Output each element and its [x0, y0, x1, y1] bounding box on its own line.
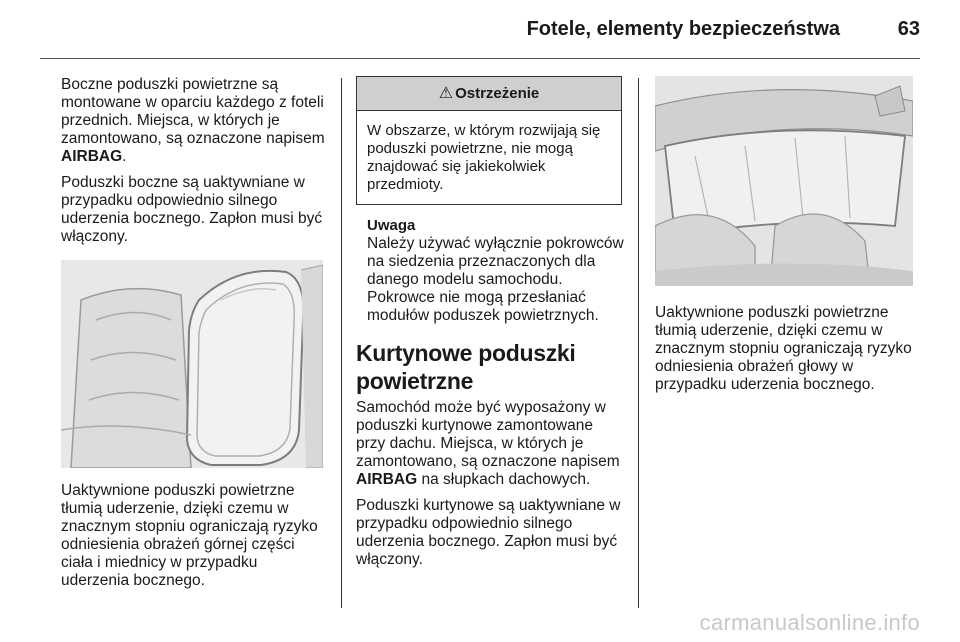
curtain-airbag-illustration [655, 76, 913, 286]
side-airbag-activation: Poduszki boczne są uaktywniane w przypadku odpowiednio silnego uderzenia bocznego. Zapłon musi być włączony. [61, 174, 323, 245]
warning-header [357, 77, 621, 111]
column-2 [356, 76, 626, 577]
seat-airbag-drawing [61, 260, 323, 468]
side-airbag-caption: Uaktywnione poduszki powietrzne tłumią uderzenie, dzięki czemu w znacznym stopniu ograniczają ryzyko odniesienia obrażeń górnej części ciała i miednicy w przypadku uderzenia bocznego. [61, 482, 318, 589]
warning-triangle-icon: ⚠ [438, 85, 454, 102]
page-number: 63 [897, 18, 920, 40]
note-title: Uwaga [367, 217, 416, 234]
column-3 [655, 76, 917, 402]
warning-title: Ostrzeżenie [455, 85, 540, 102]
side-airbag-intro: Boczne poduszki powietrzne są montowane w oparciu każdego z foteli przednich. Miejsca, w których je zamontowano, są oznaczone napisem AIRBAG. [61, 76, 325, 165]
warning-body: W obszarze, w którym rozwijają się poduszki powietrzne, nie mogą znajdować się jakiekolwiek przedmioty. [367, 122, 601, 193]
side-airbag-illustration [61, 260, 323, 468]
column-divider-1 [341, 78, 342, 608]
airbag-label: AIRBAG [356, 471, 418, 488]
airbag-label: AIRBAG [61, 148, 123, 165]
curtain-airbag-activation: Poduszki kurtynowe są uaktywniane w przypadku odpowiednio silnego uderzenia bocznego. Zapłon musi być włączony. [356, 497, 621, 568]
curtain-airbag-drawing [655, 76, 913, 286]
note-body: Należy używać wyłącznie pokrowców na siedzenia przeznaczonych dla danego modelu samochodu. Pokrowce nie mogą przesłaniać modułów poduszek powietrznych. [367, 235, 624, 324]
column-divider-2 [638, 78, 639, 608]
note-block [356, 217, 626, 325]
page-header-title: Fotele, elementy bezpieczeństwa [526, 18, 840, 40]
watermark: carmanualsonline.info [699, 610, 920, 635]
curtain-airbag-caption: Uaktywnione poduszki powietrzne tłumią uderzenie, dzięki czemu w znacznym stopniu ograniczają ryzyko odniesienia obrażeń głowy w przypadku uderzenia bocznego. [655, 304, 912, 393]
header-rule [40, 58, 920, 59]
column-1 [61, 76, 329, 598]
warning-box [356, 76, 622, 205]
section-title: Kurtynowe poduszki powietrzne [356, 340, 576, 394]
curtain-airbag-intro: Samochód może być wyposażony w poduszki kurtynowe zamontowane przy dachu. Miejsca, w których je zamontowano, są oznaczone napisem AIRBAG na słupkach dachowych. [356, 399, 620, 488]
